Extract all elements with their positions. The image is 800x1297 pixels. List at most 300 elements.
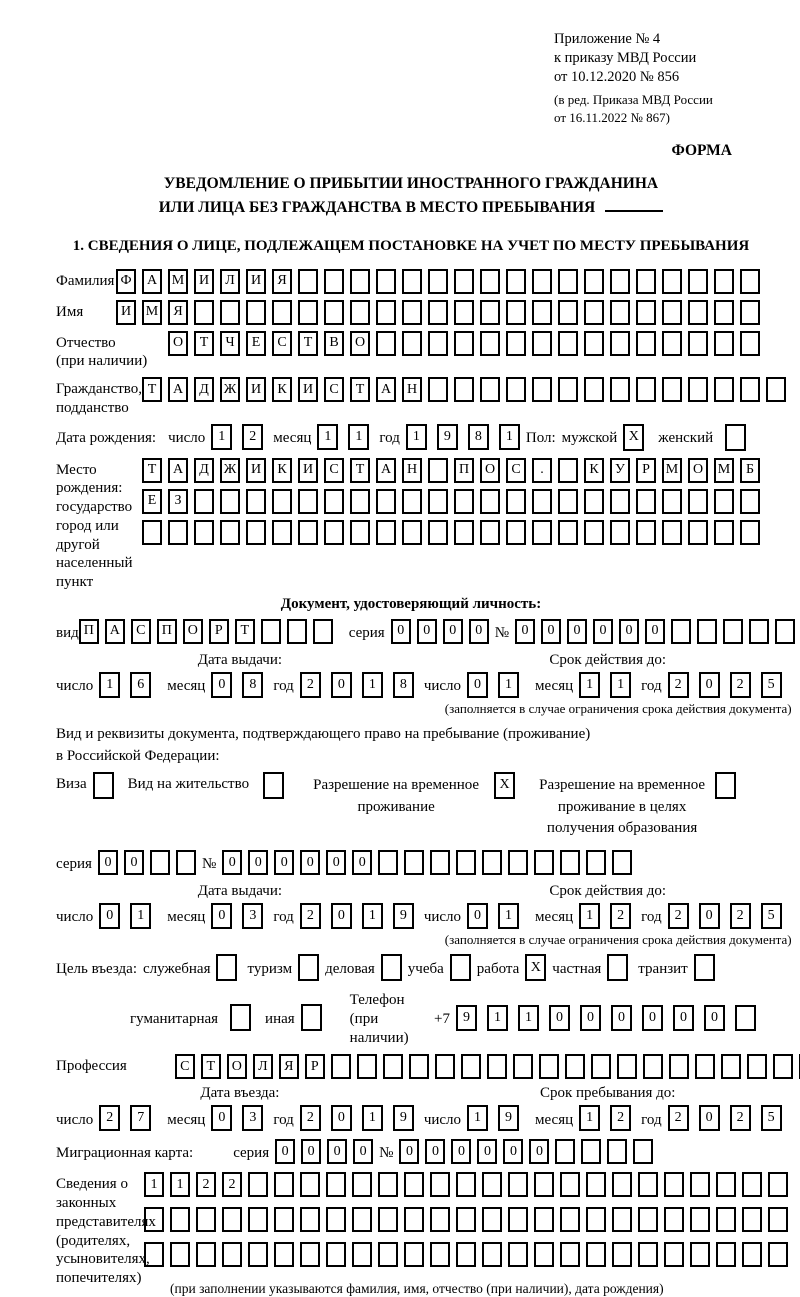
char-cell[interactable]: А — [376, 458, 396, 483]
char-cell[interactable]: 1 — [317, 424, 338, 450]
char-cell[interactable] — [664, 1172, 684, 1197]
char-cell[interactable]: К — [584, 458, 604, 483]
char-cell[interactable] — [331, 1054, 351, 1079]
char-cell[interactable] — [697, 619, 717, 644]
char-cell[interactable] — [220, 300, 240, 325]
char-cell[interactable] — [775, 619, 795, 644]
char-cell[interactable]: К — [272, 377, 292, 402]
char-cell[interactable] — [558, 300, 578, 325]
char-cell[interactable]: Р — [636, 458, 656, 483]
char-cell[interactable] — [480, 377, 500, 402]
char-cell[interactable] — [643, 1054, 663, 1079]
char-cell[interactable] — [560, 1242, 580, 1267]
char-cell[interactable]: 1 — [498, 903, 519, 929]
char-cell[interactable] — [584, 300, 604, 325]
char-cell[interactable]: 0 — [611, 1005, 632, 1031]
char-cell[interactable]: 2 — [222, 1172, 242, 1197]
char-cell[interactable]: Ж — [220, 377, 240, 402]
char-cell[interactable] — [404, 1172, 424, 1197]
char-cell[interactable] — [428, 520, 448, 545]
char-cell[interactable]: 1 — [211, 424, 232, 450]
char-cell[interactable] — [480, 489, 500, 514]
char-cell[interactable]: Л — [220, 269, 240, 294]
char-cell[interactable] — [454, 520, 474, 545]
char-cell[interactable]: 0 — [567, 619, 587, 644]
char-cell[interactable] — [274, 1172, 294, 1197]
char-cell[interactable]: 0 — [477, 1139, 497, 1164]
char-cell[interactable] — [170, 1242, 190, 1267]
char-cell[interactable]: З — [168, 489, 188, 514]
char-cell[interactable]: И — [116, 300, 136, 325]
char-cell[interactable]: Я — [168, 300, 188, 325]
char-cell[interactable] — [532, 489, 552, 514]
char-cell[interactable] — [638, 1207, 658, 1232]
char-cell[interactable]: К — [272, 458, 292, 483]
char-cell[interactable] — [688, 269, 708, 294]
char-cell[interactable] — [581, 1139, 601, 1164]
char-cell[interactable] — [534, 1242, 554, 1267]
char-cell[interactable]: 0 — [248, 850, 268, 875]
char-cell[interactable] — [534, 850, 554, 875]
char-cell[interactable] — [480, 520, 500, 545]
char-cell[interactable]: 0 — [642, 1005, 663, 1031]
char-cell[interactable] — [196, 1242, 216, 1267]
char-cell[interactable] — [144, 1242, 164, 1267]
char-cell[interactable]: 1 — [498, 672, 519, 698]
char-cell[interactable] — [324, 300, 344, 325]
char-cell[interactable] — [714, 269, 734, 294]
char-cell[interactable] — [735, 1005, 756, 1031]
char-cell[interactable] — [274, 1207, 294, 1232]
char-cell[interactable] — [376, 489, 396, 514]
char-cell[interactable] — [220, 489, 240, 514]
char-cell[interactable]: 8 — [242, 672, 263, 698]
char-cell[interactable]: Н — [402, 377, 422, 402]
char-cell[interactable]: Т — [201, 1054, 221, 1079]
char-cell[interactable] — [607, 1139, 627, 1164]
char-cell[interactable] — [610, 331, 630, 356]
char-cell[interactable]: Т — [298, 331, 318, 356]
char-cell[interactable] — [694, 954, 715, 981]
char-cell[interactable] — [376, 331, 396, 356]
char-cell[interactable] — [402, 300, 422, 325]
char-cell[interactable] — [274, 1242, 294, 1267]
char-cell[interactable]: 1 — [579, 672, 600, 698]
char-cell[interactable] — [716, 1207, 736, 1232]
char-cell[interactable]: И — [298, 458, 318, 483]
char-cell[interactable] — [532, 377, 552, 402]
char-cell[interactable] — [352, 1242, 372, 1267]
char-cell[interactable] — [402, 520, 422, 545]
char-cell[interactable] — [586, 850, 606, 875]
char-cell[interactable]: И — [246, 377, 266, 402]
char-cell[interactable] — [636, 269, 656, 294]
char-cell[interactable] — [612, 1242, 632, 1267]
char-cell[interactable] — [487, 1054, 507, 1079]
char-cell[interactable] — [480, 269, 500, 294]
char-cell[interactable] — [638, 1242, 658, 1267]
char-cell[interactable]: О — [183, 619, 203, 644]
char-cell[interactable] — [584, 331, 604, 356]
char-cell[interactable]: 1 — [406, 424, 427, 450]
char-cell[interactable]: 1 — [130, 903, 151, 929]
char-cell[interactable]: 0 — [99, 903, 120, 929]
char-cell[interactable] — [560, 850, 580, 875]
char-cell[interactable] — [688, 331, 708, 356]
char-cell[interactable] — [482, 1207, 502, 1232]
char-cell[interactable]: Р — [209, 619, 229, 644]
char-cell[interactable]: Ч — [220, 331, 240, 356]
char-cell[interactable] — [298, 300, 318, 325]
char-cell[interactable] — [688, 520, 708, 545]
char-cell[interactable] — [586, 1172, 606, 1197]
char-cell[interactable] — [740, 520, 760, 545]
char-cell[interactable] — [558, 458, 578, 483]
char-cell[interactable] — [230, 1004, 251, 1031]
char-cell[interactable] — [326, 1207, 346, 1232]
char-cell[interactable] — [662, 489, 682, 514]
char-cell[interactable] — [326, 1242, 346, 1267]
char-cell[interactable] — [324, 269, 344, 294]
char-cell[interactable] — [714, 331, 734, 356]
char-cell[interactable]: 0 — [301, 1139, 321, 1164]
char-cell[interactable] — [482, 850, 502, 875]
char-cell[interactable] — [532, 300, 552, 325]
char-cell[interactable] — [300, 1207, 320, 1232]
char-cell[interactable]: 3 — [242, 903, 263, 929]
char-cell[interactable]: 0 — [425, 1139, 445, 1164]
char-cell[interactable] — [617, 1054, 637, 1079]
char-cell[interactable] — [584, 520, 604, 545]
char-cell[interactable] — [612, 1172, 632, 1197]
char-cell[interactable] — [740, 377, 760, 402]
char-cell[interactable]: Т — [142, 458, 162, 483]
char-cell[interactable]: 0 — [211, 672, 232, 698]
char-cell[interactable] — [350, 520, 370, 545]
char-cell[interactable] — [298, 489, 318, 514]
char-cell[interactable] — [383, 1054, 403, 1079]
char-cell[interactable]: 0 — [353, 1139, 373, 1164]
char-cell[interactable] — [662, 331, 682, 356]
char-cell[interactable] — [612, 850, 632, 875]
char-cell[interactable] — [246, 520, 266, 545]
char-cell[interactable]: 0 — [98, 850, 118, 875]
char-cell[interactable] — [450, 954, 471, 981]
char-cell[interactable]: Я — [272, 269, 292, 294]
char-cell[interactable]: П — [454, 458, 474, 483]
char-cell[interactable] — [714, 377, 734, 402]
char-cell[interactable] — [272, 520, 292, 545]
char-cell[interactable]: X — [494, 772, 515, 799]
char-cell[interactable] — [454, 377, 474, 402]
char-cell[interactable] — [93, 772, 114, 799]
char-cell[interactable] — [409, 1054, 429, 1079]
char-cell[interactable] — [662, 520, 682, 545]
char-cell[interactable]: X — [525, 954, 546, 981]
char-cell[interactable] — [610, 377, 630, 402]
char-cell[interactable] — [636, 377, 656, 402]
char-cell[interactable]: Ж — [220, 458, 240, 483]
char-cell[interactable] — [558, 331, 578, 356]
char-cell[interactable] — [532, 269, 552, 294]
char-cell[interactable]: Б — [740, 458, 760, 483]
char-cell[interactable] — [690, 1207, 710, 1232]
char-cell[interactable] — [301, 1004, 322, 1031]
char-cell[interactable] — [352, 1207, 372, 1232]
char-cell[interactable] — [248, 1207, 268, 1232]
char-cell[interactable] — [261, 619, 281, 644]
char-cell[interactable] — [480, 331, 500, 356]
char-cell[interactable]: 0 — [469, 619, 489, 644]
char-cell[interactable] — [378, 1242, 398, 1267]
char-cell[interactable] — [558, 520, 578, 545]
char-cell[interactable]: М — [142, 300, 162, 325]
char-cell[interactable] — [287, 619, 307, 644]
char-cell[interactable] — [428, 458, 448, 483]
char-cell[interactable] — [636, 331, 656, 356]
char-cell[interactable] — [532, 331, 552, 356]
char-cell[interactable] — [742, 1242, 762, 1267]
char-cell[interactable] — [690, 1242, 710, 1267]
char-cell[interactable]: 0 — [467, 672, 488, 698]
char-cell[interactable] — [402, 269, 422, 294]
char-cell[interactable]: 0 — [529, 1139, 549, 1164]
char-cell[interactable] — [324, 489, 344, 514]
char-cell[interactable]: 0 — [211, 1105, 232, 1131]
char-cell[interactable]: 2 — [300, 672, 321, 698]
char-cell[interactable] — [742, 1172, 762, 1197]
char-cell[interactable]: С — [324, 377, 344, 402]
char-cell[interactable] — [381, 954, 402, 981]
char-cell[interactable] — [428, 489, 448, 514]
char-cell[interactable]: X — [623, 424, 644, 451]
char-cell[interactable]: В — [324, 331, 344, 356]
char-cell[interactable] — [428, 300, 448, 325]
char-cell[interactable]: 6 — [130, 672, 151, 698]
char-cell[interactable]: 1 — [579, 903, 600, 929]
char-cell[interactable]: Р — [305, 1054, 325, 1079]
char-cell[interactable] — [584, 269, 604, 294]
char-cell[interactable]: 8 — [468, 424, 489, 450]
char-cell[interactable] — [560, 1172, 580, 1197]
char-cell[interactable] — [506, 377, 526, 402]
char-cell[interactable]: И — [246, 269, 266, 294]
char-cell[interactable]: 9 — [393, 903, 414, 929]
char-cell[interactable]: Е — [246, 331, 266, 356]
char-cell[interactable]: С — [175, 1054, 195, 1079]
char-cell[interactable] — [435, 1054, 455, 1079]
char-cell[interactable] — [584, 377, 604, 402]
char-cell[interactable]: 0 — [274, 850, 294, 875]
char-cell[interactable]: И — [194, 269, 214, 294]
char-cell[interactable] — [220, 520, 240, 545]
char-cell[interactable] — [352, 1172, 372, 1197]
char-cell[interactable] — [378, 850, 398, 875]
char-cell[interactable]: С — [324, 458, 344, 483]
char-cell[interactable] — [248, 1172, 268, 1197]
char-cell[interactable]: 0 — [541, 619, 561, 644]
char-cell[interactable] — [636, 520, 656, 545]
char-cell[interactable] — [740, 489, 760, 514]
char-cell[interactable]: 2 — [196, 1172, 216, 1197]
char-cell[interactable] — [695, 1054, 715, 1079]
char-cell[interactable]: 0 — [352, 850, 372, 875]
char-cell[interactable]: 9 — [498, 1105, 519, 1131]
char-cell[interactable] — [248, 1242, 268, 1267]
char-cell[interactable] — [565, 1054, 585, 1079]
char-cell[interactable]: Е — [142, 489, 162, 514]
char-cell[interactable]: 8 — [393, 672, 414, 698]
char-cell[interactable] — [482, 1172, 502, 1197]
char-cell[interactable]: Д — [194, 377, 214, 402]
char-cell[interactable] — [610, 520, 630, 545]
char-cell[interactable] — [539, 1054, 559, 1079]
char-cell[interactable]: 0 — [331, 672, 352, 698]
char-cell[interactable] — [560, 1207, 580, 1232]
char-cell[interactable]: Т — [350, 458, 370, 483]
char-cell[interactable] — [610, 300, 630, 325]
char-cell[interactable]: 0 — [467, 903, 488, 929]
char-cell[interactable] — [633, 1139, 653, 1164]
char-cell[interactable]: 0 — [443, 619, 463, 644]
char-cell[interactable] — [768, 1172, 788, 1197]
char-cell[interactable] — [669, 1054, 689, 1079]
char-cell[interactable] — [456, 1207, 476, 1232]
char-cell[interactable] — [716, 1242, 736, 1267]
char-cell[interactable] — [404, 1242, 424, 1267]
char-cell[interactable]: 0 — [645, 619, 665, 644]
char-cell[interactable]: 5 — [761, 903, 782, 929]
char-cell[interactable]: 1 — [579, 1105, 600, 1131]
char-cell[interactable]: 0 — [391, 619, 411, 644]
char-cell[interactable] — [508, 1172, 528, 1197]
char-cell[interactable]: 5 — [761, 1105, 782, 1131]
char-cell[interactable] — [326, 1172, 346, 1197]
char-cell[interactable] — [246, 489, 266, 514]
char-cell[interactable] — [272, 300, 292, 325]
char-cell[interactable] — [506, 269, 526, 294]
char-cell[interactable] — [586, 1207, 606, 1232]
char-cell[interactable] — [376, 300, 396, 325]
char-cell[interactable]: 2 — [610, 1105, 631, 1131]
char-cell[interactable] — [638, 1172, 658, 1197]
char-cell[interactable]: А — [168, 377, 188, 402]
char-cell[interactable] — [610, 269, 630, 294]
char-cell[interactable] — [350, 489, 370, 514]
char-cell[interactable] — [144, 1207, 164, 1232]
char-cell[interactable]: 0 — [326, 850, 346, 875]
char-cell[interactable]: 0 — [124, 850, 144, 875]
char-cell[interactable] — [584, 489, 604, 514]
char-cell[interactable] — [313, 619, 333, 644]
char-cell[interactable] — [607, 954, 628, 981]
char-cell[interactable]: 2 — [730, 903, 751, 929]
char-cell[interactable]: 0 — [211, 903, 232, 929]
char-cell[interactable] — [357, 1054, 377, 1079]
char-cell[interactable] — [532, 520, 552, 545]
char-cell[interactable]: Т — [142, 377, 162, 402]
char-cell[interactable] — [506, 489, 526, 514]
char-cell[interactable] — [378, 1172, 398, 1197]
char-cell[interactable] — [222, 1207, 242, 1232]
char-cell[interactable] — [324, 520, 344, 545]
char-cell[interactable]: А — [105, 619, 125, 644]
char-cell[interactable] — [376, 269, 396, 294]
char-cell[interactable] — [636, 300, 656, 325]
char-cell[interactable]: 0 — [300, 850, 320, 875]
char-cell[interactable] — [402, 489, 422, 514]
char-cell[interactable] — [430, 1242, 450, 1267]
char-cell[interactable]: М — [168, 269, 188, 294]
char-cell[interactable] — [300, 1172, 320, 1197]
char-cell[interactable]: 0 — [619, 619, 639, 644]
char-cell[interactable]: Л — [253, 1054, 273, 1079]
char-cell[interactable] — [716, 1172, 736, 1197]
char-cell[interactable] — [714, 489, 734, 514]
char-cell[interactable]: Т — [194, 331, 214, 356]
char-cell[interactable]: О — [350, 331, 370, 356]
char-cell[interactable]: 0 — [331, 1105, 352, 1131]
char-cell[interactable] — [456, 1242, 476, 1267]
char-cell[interactable]: 1 — [499, 424, 520, 450]
char-cell[interactable]: 1 — [610, 672, 631, 698]
char-cell[interactable]: Д — [194, 458, 214, 483]
char-cell[interactable]: 0 — [327, 1139, 347, 1164]
char-cell[interactable] — [454, 300, 474, 325]
char-cell[interactable]: У — [610, 458, 630, 483]
char-cell[interactable] — [506, 300, 526, 325]
char-cell[interactable] — [671, 619, 691, 644]
char-cell[interactable] — [508, 1207, 528, 1232]
char-cell[interactable] — [350, 269, 370, 294]
char-cell[interactable] — [428, 269, 448, 294]
char-cell[interactable]: 2 — [730, 672, 751, 698]
char-cell[interactable] — [454, 331, 474, 356]
char-cell[interactable] — [300, 1242, 320, 1267]
char-cell[interactable] — [480, 300, 500, 325]
char-cell[interactable] — [688, 377, 708, 402]
char-cell[interactable]: 0 — [673, 1005, 694, 1031]
char-cell[interactable] — [402, 331, 422, 356]
char-cell[interactable]: П — [157, 619, 177, 644]
char-cell[interactable] — [194, 300, 214, 325]
char-cell[interactable]: 1 — [467, 1105, 488, 1131]
char-cell[interactable] — [714, 300, 734, 325]
char-cell[interactable] — [216, 954, 237, 981]
char-cell[interactable] — [263, 772, 284, 799]
char-cell[interactable] — [142, 520, 162, 545]
char-cell[interactable]: 0 — [515, 619, 535, 644]
char-cell[interactable]: 1 — [362, 672, 383, 698]
char-cell[interactable]: 0 — [699, 1105, 720, 1131]
char-cell[interactable]: 0 — [222, 850, 242, 875]
char-cell[interactable] — [461, 1054, 481, 1079]
char-cell[interactable] — [714, 520, 734, 545]
char-cell[interactable]: Ф — [116, 269, 136, 294]
char-cell[interactable] — [430, 1207, 450, 1232]
char-cell[interactable] — [168, 520, 188, 545]
char-cell[interactable]: 3 — [242, 1105, 263, 1131]
char-cell[interactable] — [513, 1054, 533, 1079]
char-cell[interactable]: А — [168, 458, 188, 483]
char-cell[interactable] — [740, 269, 760, 294]
char-cell[interactable] — [378, 1207, 398, 1232]
char-cell[interactable] — [662, 377, 682, 402]
char-cell[interactable]: О — [227, 1054, 247, 1079]
char-cell[interactable]: 9 — [393, 1105, 414, 1131]
char-cell[interactable] — [298, 269, 318, 294]
char-cell[interactable]: А — [142, 269, 162, 294]
